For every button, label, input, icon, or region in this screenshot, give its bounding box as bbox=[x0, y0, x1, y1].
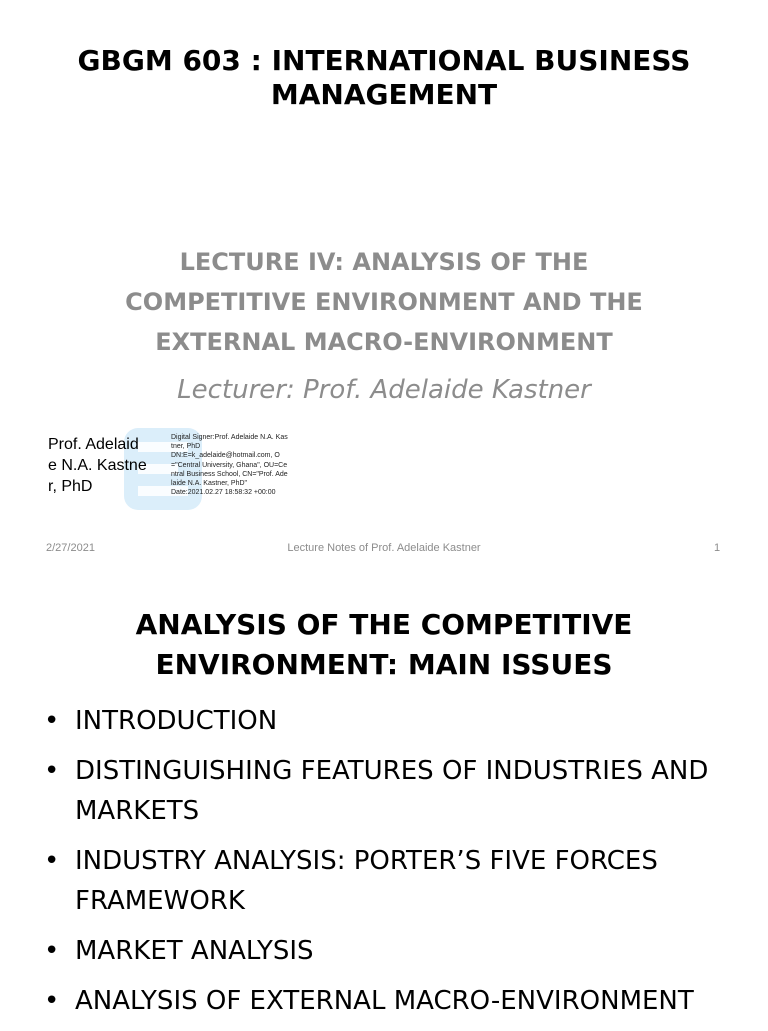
bullet-icon: • bbox=[44, 846, 60, 876]
slide-title-line2: ENVIRONMENT: MAIN ISSUES bbox=[155, 648, 613, 681]
list-item-text: ANALYSIS OF EXTERNAL MACRO-ENVIRONMENT bbox=[75, 986, 694, 1016]
footer-date: 2/27/2021 bbox=[46, 542, 95, 554]
bullet-icon: • bbox=[44, 756, 60, 786]
digital-signature-details: Digital Signer:Prof. Adelaide N.A. Kastner, PhD DN:E=k_adelaide@hotmail.com, O="Central University, Ghana", OU=Central Business School, CN="Prof. Adelaide N.A. Kastner, PhD" Date:2021.02.27 18:58:32 +00:00 bbox=[171, 434, 288, 497]
bullet-icon: • bbox=[44, 706, 60, 736]
lecturer-name: Lecturer: Prof. Adelaide Kastner bbox=[177, 375, 591, 405]
slide-title-line1: ANALYSIS OF THE COMPETITIVE bbox=[135, 608, 633, 641]
course-title-line1: GBGM 603 : INTERNATIONAL BUSINESS bbox=[77, 44, 691, 77]
issues-list bbox=[44, 701, 756, 1031]
lecture-subtitle-line1: LECTURE IV: ANALYSIS OF THE bbox=[179, 248, 589, 276]
course-title-line2: MANAGEMENT bbox=[270, 78, 498, 111]
signer-name-line1: Prof. Adelaid bbox=[48, 436, 139, 453]
page-number: 1 bbox=[714, 542, 721, 554]
list-item bbox=[44, 751, 756, 831]
signer-name-line3: r, PhD bbox=[48, 478, 93, 495]
content-slide bbox=[0, 565, 768, 1024]
list-item bbox=[44, 981, 756, 1021]
course-title bbox=[0, 44, 768, 112]
slide-title bbox=[0, 605, 768, 685]
lecture-subtitle-line2: COMPETITIVE ENVIRONMENT AND THE bbox=[125, 288, 643, 316]
signer-name-line2: e N.A. Kastne bbox=[48, 457, 147, 474]
footer-note: Lecture Notes of Prof. Adelaide Kastner bbox=[287, 542, 481, 554]
signer-name bbox=[48, 434, 170, 497]
bullet-icon: • bbox=[44, 986, 60, 1016]
list-item-text: MARKET ANALYSIS bbox=[75, 936, 314, 966]
list-item bbox=[44, 701, 756, 741]
list-item-text: DISTINGUISHING FEATURES OF INDUSTRIES AND MARKETS bbox=[75, 756, 709, 826]
lecture-subtitle bbox=[0, 242, 768, 362]
list-item-text: INDUSTRY ANALYSIS: PORTER’S FIVE FORCES FRAMEWORK bbox=[75, 846, 658, 916]
bullet-icon: • bbox=[44, 936, 60, 966]
list-item bbox=[44, 931, 756, 971]
list-item bbox=[44, 841, 756, 921]
lecture-subtitle-line3: EXTERNAL MACRO-ENVIRONMENT bbox=[155, 328, 613, 356]
list-item-text: INTRODUCTION bbox=[75, 706, 278, 736]
